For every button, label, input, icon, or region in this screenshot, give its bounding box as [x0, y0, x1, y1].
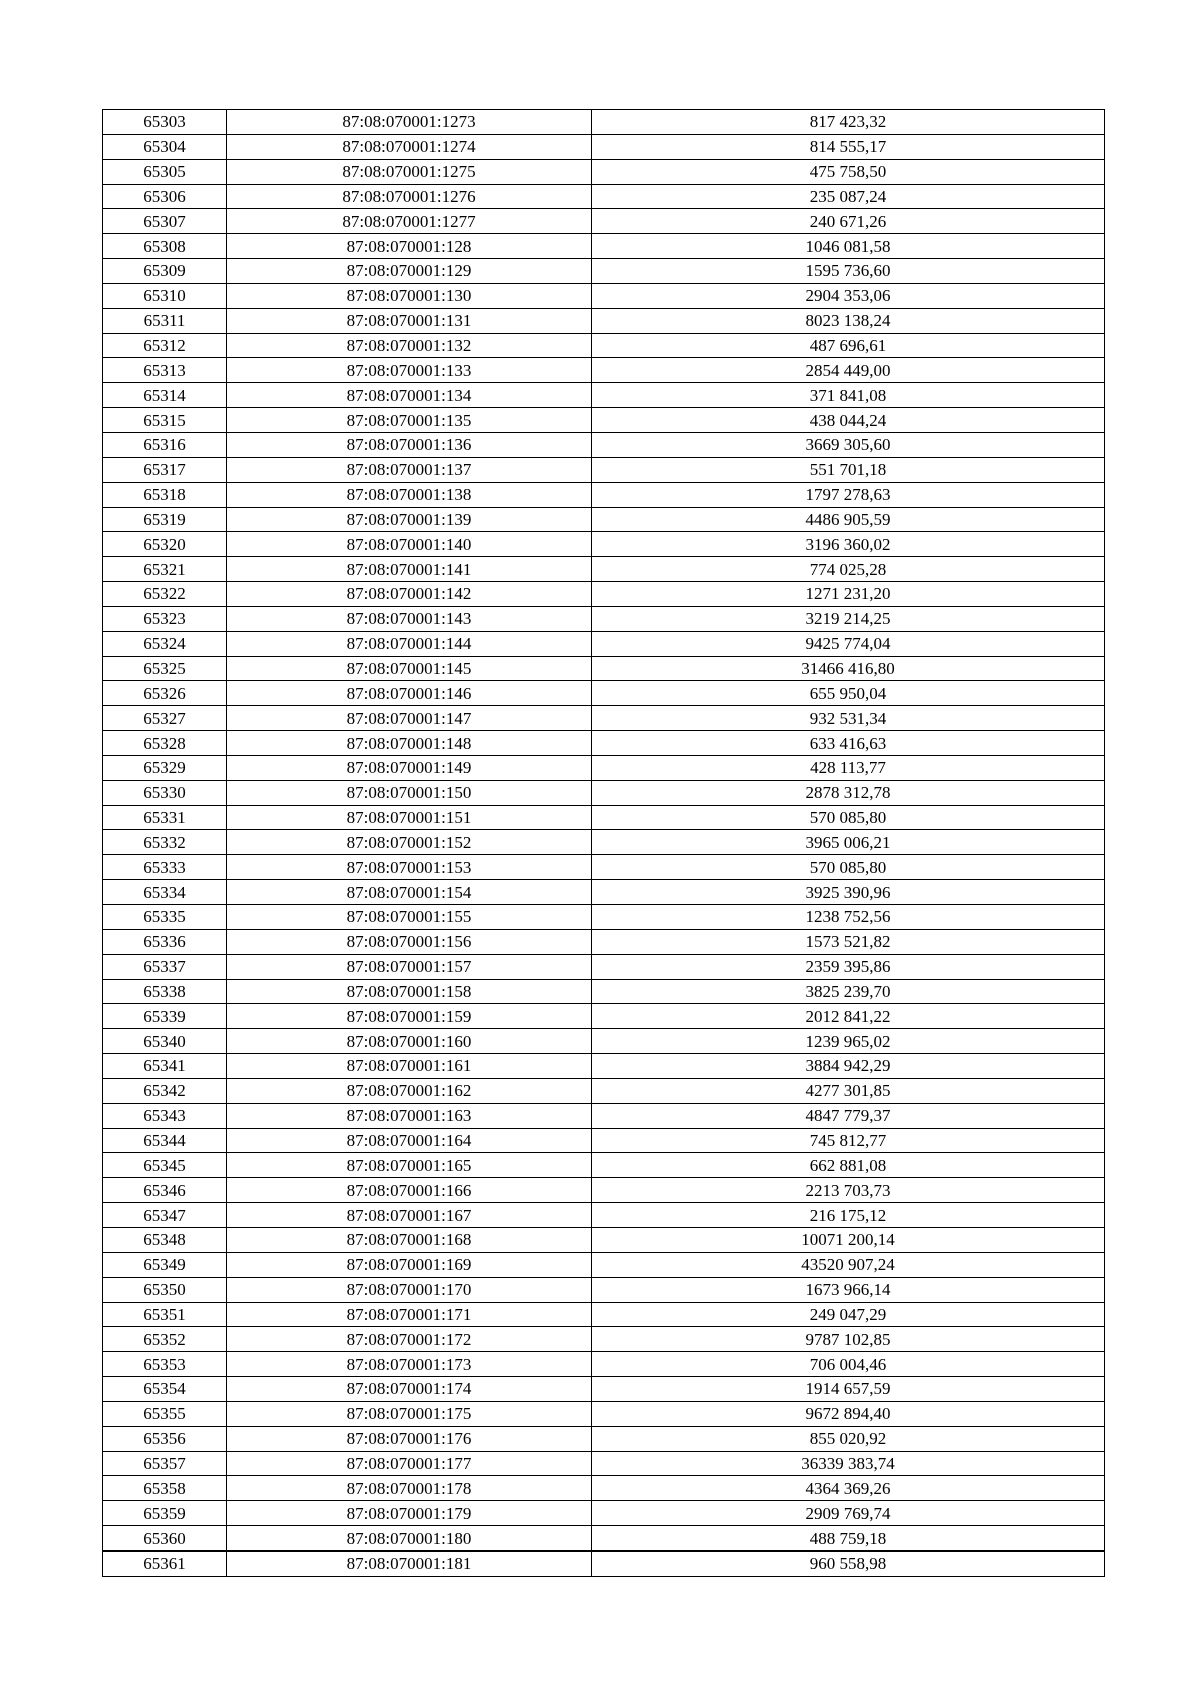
row-number-cell: 65316: [103, 432, 227, 457]
table-row: [103, 805, 1105, 830]
cadastral-number-cell: 87:08:070001:158: [227, 979, 592, 1004]
row-number-cell: 65334: [103, 880, 227, 905]
cadastral-number-cell: 87:08:070001:138: [227, 482, 592, 507]
cadastral-number-cell: 87:08:070001:180: [227, 1526, 592, 1551]
cadastral-value-cell: 1271 231,20: [592, 582, 1105, 607]
row-number-cell: 65329: [103, 755, 227, 780]
row-number-cell: 65324: [103, 631, 227, 656]
row-number-cell: 65310: [103, 283, 227, 308]
table-row: [103, 159, 1105, 184]
cadastral-value-cell: 3196 360,02: [592, 532, 1105, 557]
cadastral-number-cell: 87:08:070001:175: [227, 1401, 592, 1426]
cadastral-value-cell: 817 423,32: [592, 110, 1105, 135]
row-number-cell: 65336: [103, 929, 227, 954]
cadastral-number-cell: 87:08:070001:1277: [227, 209, 592, 234]
cadastral-value-cell: 570 085,80: [592, 805, 1105, 830]
cadastral-number-cell: 87:08:070001:156: [227, 929, 592, 954]
cadastral-value-cell: 3925 390,96: [592, 880, 1105, 905]
row-number-cell: 65315: [103, 408, 227, 433]
row-number-cell: 65304: [103, 134, 227, 159]
table-row: [103, 457, 1105, 482]
cadastral-number-cell: 87:08:070001:150: [227, 780, 592, 805]
cadastral-value-cell: 2012 841,22: [592, 1004, 1105, 1029]
row-number-cell: 65337: [103, 954, 227, 979]
row-number-cell: 65344: [103, 1128, 227, 1153]
row-number-cell: 65351: [103, 1302, 227, 1327]
cadastral-value-cell: 774 025,28: [592, 557, 1105, 582]
table-row: [103, 1054, 1105, 1079]
row-number-cell: 65342: [103, 1078, 227, 1103]
cadastral-value-cell: 633 416,63: [592, 731, 1105, 756]
cadastral-number-cell: 87:08:070001:1274: [227, 134, 592, 159]
cadastral-number-cell: 87:08:070001:172: [227, 1327, 592, 1352]
cadastral-number-cell: 87:08:070001:146: [227, 681, 592, 706]
row-number-cell: 65321: [103, 557, 227, 582]
table-row: [103, 830, 1105, 855]
row-number-cell: 65356: [103, 1426, 227, 1451]
table-row: [103, 432, 1105, 457]
table-row: [103, 308, 1105, 333]
row-number-cell: 65328: [103, 731, 227, 756]
cadastral-value-cell: 662 881,08: [592, 1153, 1105, 1178]
cadastral-value-cell: 4847 779,37: [592, 1103, 1105, 1128]
cadastral-value-cell: 814 555,17: [592, 134, 1105, 159]
table-row: [103, 1078, 1105, 1103]
table-row: [103, 1327, 1105, 1352]
cadastral-number-cell: 87:08:070001:148: [227, 731, 592, 756]
row-number-cell: 65341: [103, 1054, 227, 1079]
table-row: [103, 1178, 1105, 1203]
row-number-cell: 65339: [103, 1004, 227, 1029]
cadastral-number-cell: 87:08:070001:143: [227, 606, 592, 631]
row-number-cell: 65325: [103, 656, 227, 681]
cadastral-value-cell: 932 531,34: [592, 706, 1105, 731]
table-row: [103, 1004, 1105, 1029]
table-row: [103, 1227, 1105, 1252]
table-row: [103, 110, 1105, 135]
row-number-cell: 65318: [103, 482, 227, 507]
table-row: [103, 855, 1105, 880]
cadastral-number-cell: 87:08:070001:145: [227, 656, 592, 681]
cadastral-value-cell: 31466 416,80: [592, 656, 1105, 681]
row-number-cell: 65361: [103, 1551, 227, 1576]
row-number-cell: 65355: [103, 1401, 227, 1426]
cadastral-value-table: [102, 109, 1105, 1577]
cadastral-value-cell: 487 696,61: [592, 333, 1105, 358]
row-number-cell: 65359: [103, 1501, 227, 1526]
cadastral-number-cell: 87:08:070001:179: [227, 1501, 592, 1526]
cadastral-number-cell: 87:08:070001:181: [227, 1551, 592, 1576]
cadastral-number-cell: 87:08:070001:171: [227, 1302, 592, 1327]
row-number-cell: 65317: [103, 457, 227, 482]
cadastral-number-cell: 87:08:070001:176: [227, 1426, 592, 1451]
cadastral-value-cell: 235 087,24: [592, 184, 1105, 209]
cadastral-value-cell: 745 812,77: [592, 1128, 1105, 1153]
row-number-cell: 65323: [103, 606, 227, 631]
cadastral-value-cell: 1673 966,14: [592, 1277, 1105, 1302]
table-row: [103, 507, 1105, 532]
cadastral-number-cell: 87:08:070001:155: [227, 905, 592, 930]
table-row: [103, 1451, 1105, 1476]
cadastral-value-cell: 438 044,24: [592, 408, 1105, 433]
cadastral-number-cell: 87:08:070001:163: [227, 1103, 592, 1128]
cadastral-number-cell: 87:08:070001:129: [227, 259, 592, 284]
row-number-cell: 65343: [103, 1103, 227, 1128]
cadastral-value-cell: 3965 006,21: [592, 830, 1105, 855]
cadastral-value-cell: 570 085,80: [592, 855, 1105, 880]
table-body: [103, 110, 1105, 1577]
table-row: [103, 1501, 1105, 1526]
row-number-cell: 65353: [103, 1352, 227, 1377]
row-number-cell: 65309: [103, 259, 227, 284]
row-number-cell: 65308: [103, 234, 227, 259]
row-number-cell: 65305: [103, 159, 227, 184]
table-row: [103, 731, 1105, 756]
cadastral-number-cell: 87:08:070001:132: [227, 333, 592, 358]
cadastral-number-cell: 87:08:070001:1273: [227, 110, 592, 135]
row-number-cell: 65357: [103, 1451, 227, 1476]
cadastral-number-cell: 87:08:070001:159: [227, 1004, 592, 1029]
cadastral-value-cell: 216 175,12: [592, 1203, 1105, 1228]
cadastral-value-cell: 2909 769,74: [592, 1501, 1105, 1526]
table-row: [103, 755, 1105, 780]
table-row: [103, 1302, 1105, 1327]
cadastral-value-cell: 2854 449,00: [592, 358, 1105, 383]
table-row: [103, 1252, 1105, 1277]
cadastral-number-cell: 87:08:070001:170: [227, 1277, 592, 1302]
table-row: [103, 631, 1105, 656]
cadastral-value-cell: 9672 894,40: [592, 1401, 1105, 1426]
table-row: [103, 532, 1105, 557]
cadastral-number-cell: 87:08:070001:157: [227, 954, 592, 979]
table-row: [103, 656, 1105, 681]
table-row: [103, 234, 1105, 259]
row-number-cell: 65320: [103, 532, 227, 557]
table-row: [103, 606, 1105, 631]
cadastral-value-cell: 551 701,18: [592, 457, 1105, 482]
table-row: [103, 1426, 1105, 1451]
table-row: [103, 1352, 1105, 1377]
table-row: [103, 905, 1105, 930]
table-row: [103, 333, 1105, 358]
cadastral-value-cell: 1046 081,58: [592, 234, 1105, 259]
table-row: [103, 1526, 1105, 1551]
row-number-cell: 65307: [103, 209, 227, 234]
cadastral-value-cell: 1914 657,59: [592, 1377, 1105, 1402]
table-row: [103, 557, 1105, 582]
row-number-cell: 65333: [103, 855, 227, 880]
table-row: [103, 358, 1105, 383]
cadastral-number-cell: 87:08:070001:141: [227, 557, 592, 582]
cadastral-value-cell: 3219 214,25: [592, 606, 1105, 631]
cadastral-number-cell: 87:08:070001:134: [227, 383, 592, 408]
table-row: [103, 1476, 1105, 1501]
cadastral-value-cell: 2904 353,06: [592, 283, 1105, 308]
cadastral-number-cell: 87:08:070001:1275: [227, 159, 592, 184]
row-number-cell: 65311: [103, 308, 227, 333]
cadastral-value-cell: 655 950,04: [592, 681, 1105, 706]
cadastral-value-cell: 2359 395,86: [592, 954, 1105, 979]
cadastral-value-cell: 1239 965,02: [592, 1029, 1105, 1054]
row-number-cell: 65312: [103, 333, 227, 358]
cadastral-number-cell: 87:08:070001:135: [227, 408, 592, 433]
cadastral-number-cell: 87:08:070001:136: [227, 432, 592, 457]
table-row: [103, 408, 1105, 433]
cadastral-value-cell: 1238 752,56: [592, 905, 1105, 930]
cadastral-number-cell: 87:08:070001:133: [227, 358, 592, 383]
cadastral-number-cell: 87:08:070001:130: [227, 283, 592, 308]
cadastral-value-cell: 240 671,26: [592, 209, 1105, 234]
table-row: [103, 1128, 1105, 1153]
cadastral-number-cell: 87:08:070001:174: [227, 1377, 592, 1402]
row-number-cell: 65350: [103, 1277, 227, 1302]
cadastral-number-cell: 87:08:070001:177: [227, 1451, 592, 1476]
cadastral-number-cell: 87:08:070001:144: [227, 631, 592, 656]
row-number-cell: 65347: [103, 1203, 227, 1228]
cadastral-value-cell: 9787 102,85: [592, 1327, 1105, 1352]
cadastral-number-cell: 87:08:070001:164: [227, 1128, 592, 1153]
cadastral-number-cell: 87:08:070001:173: [227, 1352, 592, 1377]
cadastral-number-cell: 87:08:070001:131: [227, 308, 592, 333]
cadastral-value-cell: 4486 905,59: [592, 507, 1105, 532]
row-number-cell: 65349: [103, 1252, 227, 1277]
table-row: [103, 482, 1105, 507]
cadastral-value-cell: 8023 138,24: [592, 308, 1105, 333]
cadastral-number-cell: 87:08:070001:178: [227, 1476, 592, 1501]
table-row: [103, 383, 1105, 408]
cadastral-number-cell: 87:08:070001:161: [227, 1054, 592, 1079]
cadastral-value-cell: 855 020,92: [592, 1426, 1105, 1451]
table-row: [103, 1277, 1105, 1302]
row-number-cell: 65313: [103, 358, 227, 383]
row-number-cell: 65322: [103, 582, 227, 607]
table-row: [103, 209, 1105, 234]
cadastral-number-cell: 87:08:070001:139: [227, 507, 592, 532]
row-number-cell: 65346: [103, 1178, 227, 1203]
cadastral-number-cell: 87:08:070001:153: [227, 855, 592, 880]
cadastral-number-cell: 87:08:070001:149: [227, 755, 592, 780]
cadastral-number-cell: 87:08:070001:1276: [227, 184, 592, 209]
table-row: [103, 979, 1105, 1004]
cadastral-number-cell: 87:08:070001:147: [227, 706, 592, 731]
cadastral-number-cell: 87:08:070001:151: [227, 805, 592, 830]
row-number-cell: 65314: [103, 383, 227, 408]
cadastral-value-cell: 1595 736,60: [592, 259, 1105, 284]
row-number-cell: 65319: [103, 507, 227, 532]
table-row: [103, 1153, 1105, 1178]
cadastral-number-cell: 87:08:070001:137: [227, 457, 592, 482]
cadastral-number-cell: 87:08:070001:154: [227, 880, 592, 905]
cadastral-value-cell: 3825 239,70: [592, 979, 1105, 1004]
row-number-cell: 65338: [103, 979, 227, 1004]
cadastral-number-cell: 87:08:070001:160: [227, 1029, 592, 1054]
table-row: [103, 1203, 1105, 1228]
cadastral-value-cell: 1797 278,63: [592, 482, 1105, 507]
cadastral-value-cell: 4364 369,26: [592, 1476, 1105, 1501]
row-number-cell: 65360: [103, 1526, 227, 1551]
cadastral-number-cell: 87:08:070001:142: [227, 582, 592, 607]
cadastral-value-cell: 249 047,29: [592, 1302, 1105, 1327]
cadastral-value-cell: 706 004,46: [592, 1352, 1105, 1377]
cadastral-number-cell: 87:08:070001:128: [227, 234, 592, 259]
row-number-cell: 65335: [103, 905, 227, 930]
cadastral-value-cell: 1573 521,82: [592, 929, 1105, 954]
cadastral-value-cell: 43520 907,24: [592, 1252, 1105, 1277]
table-row: [103, 681, 1105, 706]
table-row: [103, 1551, 1105, 1576]
table-row: [103, 706, 1105, 731]
cadastral-value-cell: 2878 312,78: [592, 780, 1105, 805]
cadastral-value-cell: 36339 383,74: [592, 1451, 1105, 1476]
cadastral-value-cell: 10071 200,14: [592, 1227, 1105, 1252]
cadastral-value-cell: 3884 942,29: [592, 1054, 1105, 1079]
cadastral-number-cell: 87:08:070001:152: [227, 830, 592, 855]
cadastral-value-cell: 428 113,77: [592, 755, 1105, 780]
table-row: [103, 954, 1105, 979]
row-number-cell: 65306: [103, 184, 227, 209]
table-row: [103, 929, 1105, 954]
cadastral-number-cell: 87:08:070001:166: [227, 1178, 592, 1203]
cadastral-number-cell: 87:08:070001:165: [227, 1153, 592, 1178]
row-number-cell: 65340: [103, 1029, 227, 1054]
cadastral-number-cell: 87:08:070001:168: [227, 1227, 592, 1252]
table-row: [103, 880, 1105, 905]
row-number-cell: 65358: [103, 1476, 227, 1501]
table-row: [103, 184, 1105, 209]
cadastral-number-cell: 87:08:070001:140: [227, 532, 592, 557]
cadastral-value-cell: 9425 774,04: [592, 631, 1105, 656]
cadastral-value-cell: 371 841,08: [592, 383, 1105, 408]
cadastral-value-cell: 475 758,50: [592, 159, 1105, 184]
cadastral-value-cell: 488 759,18: [592, 1526, 1105, 1551]
row-number-cell: 65354: [103, 1377, 227, 1402]
cadastral-value-cell: 2213 703,73: [592, 1178, 1105, 1203]
row-number-cell: 65327: [103, 706, 227, 731]
table-row: [103, 283, 1105, 308]
row-number-cell: 65330: [103, 780, 227, 805]
table-row: [103, 259, 1105, 284]
table-row: [103, 134, 1105, 159]
row-number-cell: 65326: [103, 681, 227, 706]
row-number-cell: 65345: [103, 1153, 227, 1178]
cadastral-number-cell: 87:08:070001:167: [227, 1203, 592, 1228]
row-number-cell: 65352: [103, 1327, 227, 1352]
cadastral-number-cell: 87:08:070001:162: [227, 1078, 592, 1103]
table-row: [103, 1401, 1105, 1426]
table-row: [103, 1029, 1105, 1054]
row-number-cell: 65331: [103, 805, 227, 830]
cadastral-value-cell: 3669 305,60: [592, 432, 1105, 457]
row-number-cell: 65303: [103, 110, 227, 135]
table-row: [103, 780, 1105, 805]
table-row: [103, 1103, 1105, 1128]
cadastral-number-cell: 87:08:070001:169: [227, 1252, 592, 1277]
row-number-cell: 65332: [103, 830, 227, 855]
cadastral-value-cell: 960 558,98: [592, 1551, 1105, 1576]
table-row: [103, 1377, 1105, 1402]
cadastral-value-cell: 4277 301,85: [592, 1078, 1105, 1103]
table-row: [103, 582, 1105, 607]
row-number-cell: 65348: [103, 1227, 227, 1252]
